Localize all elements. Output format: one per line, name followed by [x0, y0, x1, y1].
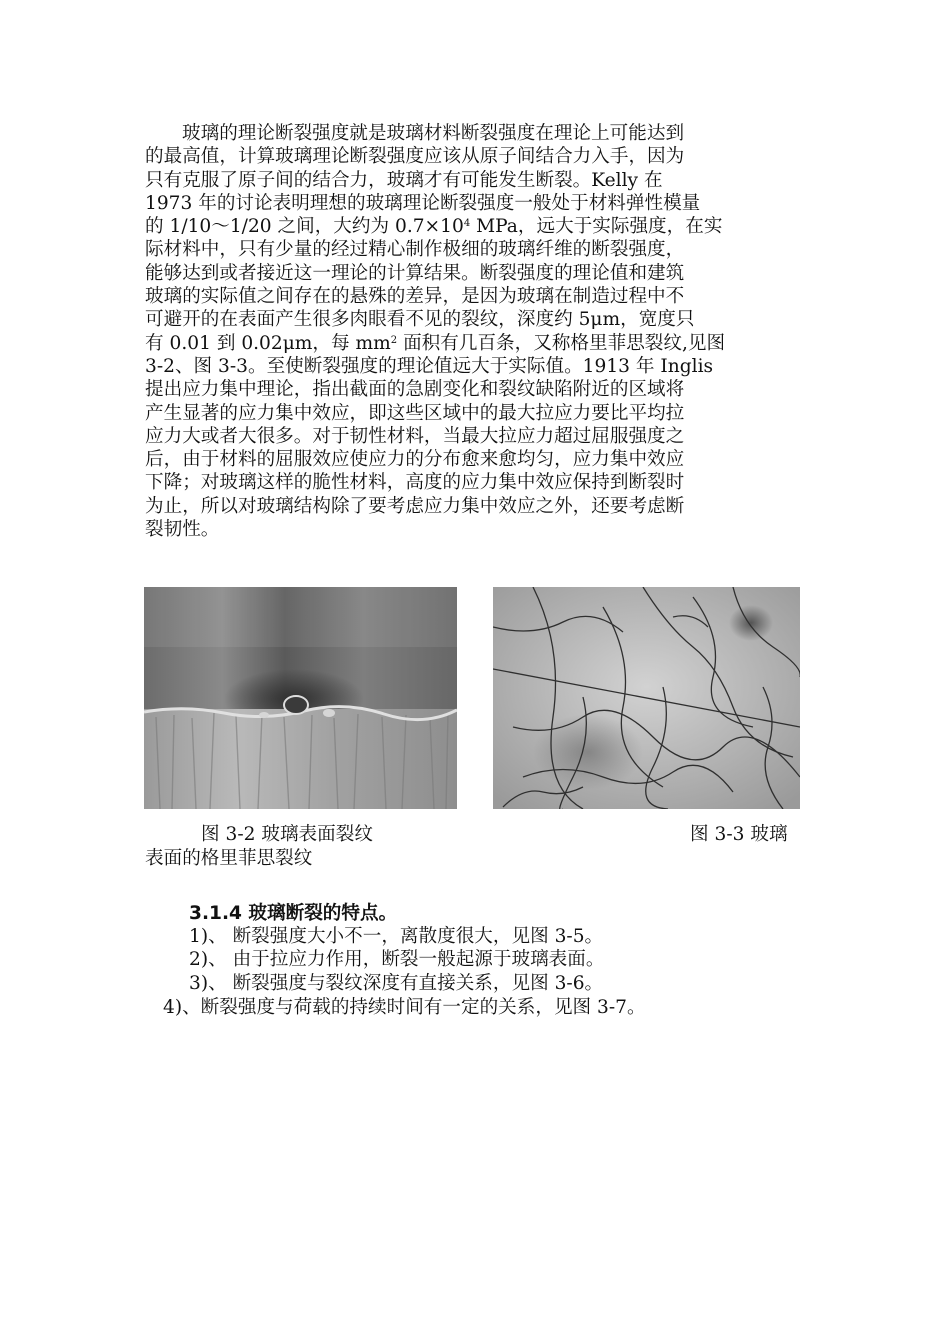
list-item: 2)、 由于拉应力作用，断裂一般起源于玻璃表面。 [189, 949, 605, 970]
text-line: 下降；对玻璃这样的脆性材料，高度的应力集中效应保持到断裂时 [145, 472, 685, 494]
text-line: 可避开的在表面产生很多肉眼看不见的裂纹，深度约 5μm，宽度只 [145, 309, 695, 331]
griffith-crack-network-image [493, 587, 800, 809]
text-line: 际材料中，只有少量的经过精心制作极细的玻璃纤维的断裂强度， [145, 239, 685, 261]
figure-caption-continued: 表面的格里菲思裂纹 [145, 848, 313, 869]
text-line: 的最高值，计算玻璃理论断裂强度应该从原子间结合力入手，因为 [145, 146, 685, 168]
text-line: 裂韧性。 [145, 519, 220, 541]
text-line: 3-2、图 3-3。至使断裂强度的理论值远大于实际值。1913 年 Inglis [145, 355, 714, 377]
text-line: 提出应力集中理论，指出截面的急剧变化和裂纹缺陷附近的区域将 [145, 379, 685, 401]
glass-surface-crack-image [144, 587, 457, 809]
text-line: 为止，所以对玻璃结构除了要考虑应力集中效应之外，还要考虑断 [145, 495, 685, 517]
text-line: 1973 年的讨论表明理想的玻璃理论断裂强度一般处于材料弹性模量 [145, 192, 701, 214]
text-line: 后，由于材料的屈服效应使应力的分布愈来愈均匀，应力集中效应 [145, 449, 685, 471]
text-line: 只有克服了原子间的结合力，玻璃才有可能发生断裂。Kelly 在 [145, 169, 663, 191]
glass-surface-crack-photo [144, 587, 457, 809]
section-heading: 3.1.4 玻璃断裂的特点。 [189, 903, 398, 924]
text-line: 能够达到或者接近这一理论的计算结果。断裂强度的理论值和建筑 [145, 262, 685, 284]
body-paragraph [145, 122, 810, 541]
list-item: 1)、 断裂强度大小不一，离散度很大，见图 3-5。 [189, 926, 604, 947]
figure-caption: 图 3-3 玻璃 [690, 824, 788, 845]
text-line: 应力大或者大很多。对于韧性材料，当最大拉应力超过屈服强度之 [145, 425, 685, 447]
figure-caption: 图 3-2 玻璃表面裂纹 [201, 824, 373, 845]
griffith-crack-photo [493, 587, 800, 809]
text-line: 的 1/10～1/20 之间，大约为 $0.7\times 10^4$ MPa，远大于实际强度，在实 [145, 216, 723, 238]
text-line: 有 0.01 到 0.02μm，每 $mm^2$ 面积有几百条，又称格里菲思裂纹,见图 [145, 332, 726, 354]
list-item: 3)、 断裂强度与裂纹深度有直接关系，见图 3-6。 [189, 973, 604, 994]
text-line: 玻璃的实际值之间存在的悬殊的差异，是因为玻璃在制造过程中不 [145, 286, 685, 308]
list-item: 4)、断裂强度与荷载的持续时间有一定的关系，见图 3-7。 [163, 997, 646, 1018]
text-line: 产生显著的应力集中效应，即这些区域中的最大拉应力要比平均拉 [145, 402, 685, 424]
text-line: 玻璃的理论断裂强度就是玻璃材料断裂强度在理论上可能达到 [182, 123, 685, 144]
